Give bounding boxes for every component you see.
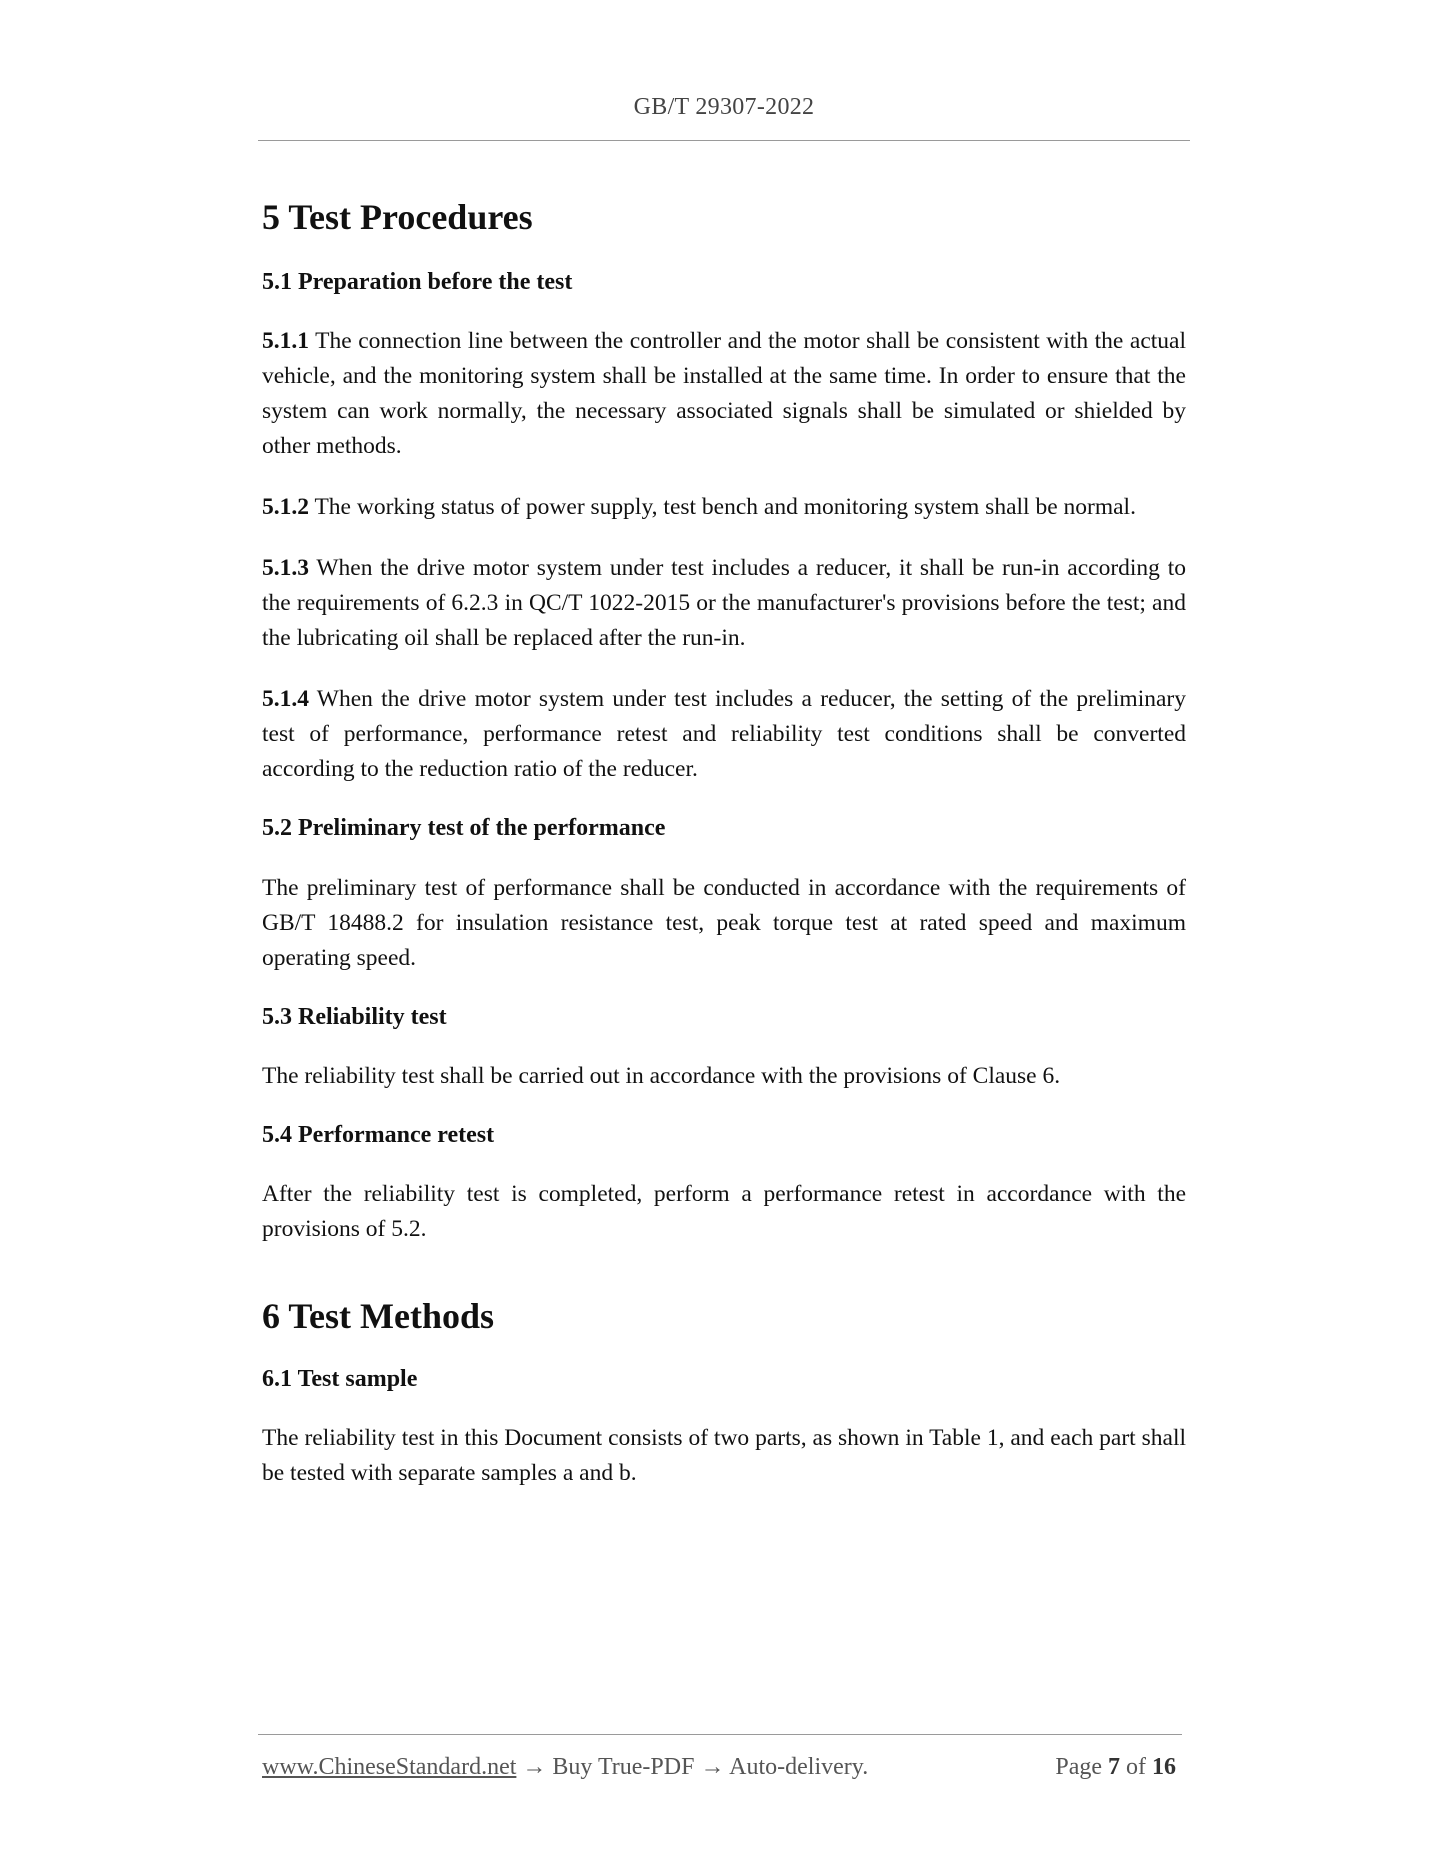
clause-text: When the drive motor system under test includes a reducer, the setting of the preliminary test of performance, performance retest and reliability test conditions shall be converted according to the reduction ratio of the reducer.	[262, 686, 1186, 783]
total-pages: 16	[1152, 1754, 1176, 1780]
buy-pdf-text: Buy True-PDF	[552, 1754, 695, 1780]
footer-divider	[258, 1734, 1182, 1735]
clause-number: 5.1.2	[262, 494, 309, 521]
page-number	[1055, 1754, 1176, 1781]
current-page: 7	[1108, 1754, 1120, 1780]
section-6-heading: 6 Test Methods	[262, 1295, 495, 1336]
clause-number: 5.1.3	[262, 555, 309, 582]
page-body	[262, 188, 1186, 1517]
clause-text: When the drive motor system under test includes a reducer, it shall be run-in according to the requirements of 6.2.3 in QC/T 1022-2015 or the manufacturer's provisions before the test; and the lubricating oil shall be replaced after the run-in.	[262, 555, 1186, 652]
section-5-2-heading: 5.2 Preliminary test of the performance	[262, 815, 666, 842]
paragraph-5-3: The reliability test shall be carried out in accordance with the provisions of Clause 6.	[262, 1062, 1061, 1089]
footer-promo	[262, 1754, 868, 1781]
section-5-4-heading: 5.4 Performance retest	[262, 1121, 495, 1148]
clause-text: The working status of power supply, test bench and monitoring system shall be normal.	[309, 494, 1136, 521]
paragraph-5-1-1	[262, 324, 1186, 464]
paragraph-5-1-2	[262, 490, 1186, 525]
auto-delivery-text: Auto-delivery.	[729, 1754, 869, 1780]
paragraph-5-1-4	[262, 682, 1186, 787]
page-of: of	[1120, 1754, 1152, 1780]
section-5-heading: 5 Test Procedures	[262, 197, 533, 237]
paragraph-6-1: The reliability test in this Document consists of two parts, as shown in Table 1, and each part shall be tested with separate samples a and b.	[262, 1425, 1186, 1487]
section-6-1-heading: 6.1 Test sample	[262, 1366, 418, 1393]
section-5-1-heading: 5.1 Preparation before the test	[262, 269, 573, 296]
arrow-icon: →	[516, 1754, 553, 1780]
paragraph-5-1-3	[262, 551, 1186, 656]
section-5-3-heading: 5.3 Reliability test	[262, 1003, 447, 1030]
arrow-icon: →	[694, 1754, 730, 1780]
paragraph-5-2: The preliminary test of performance shall be conducted in accordance with the requirements of GB/T 18488.2 for insulation resistance test, peak torque test at rated speed and maximum operating speed.	[262, 874, 1186, 971]
page-label: Page	[1055, 1754, 1108, 1780]
paragraph-5-4: After the reliability test is completed, perform a performance retest in accordance with the provisions of 5.2.	[262, 1180, 1186, 1242]
clause-text: The connection line between the controller and the motor shall be consistent with the actual vehicle, and the monitoring system shall be installed at the same time. In order to ensure that the system can work normally, the necessary associated signals shall be simulated or shielded by other methods.	[262, 328, 1186, 460]
clause-number: 5.1.4	[262, 686, 309, 713]
clause-number: 5.1.1	[262, 328, 309, 355]
header-divider	[258, 140, 1190, 141]
website-link[interactable]: www.ChineseStandard.net	[262, 1754, 517, 1780]
document-code-header: GB/T 29307-2022	[633, 94, 815, 120]
